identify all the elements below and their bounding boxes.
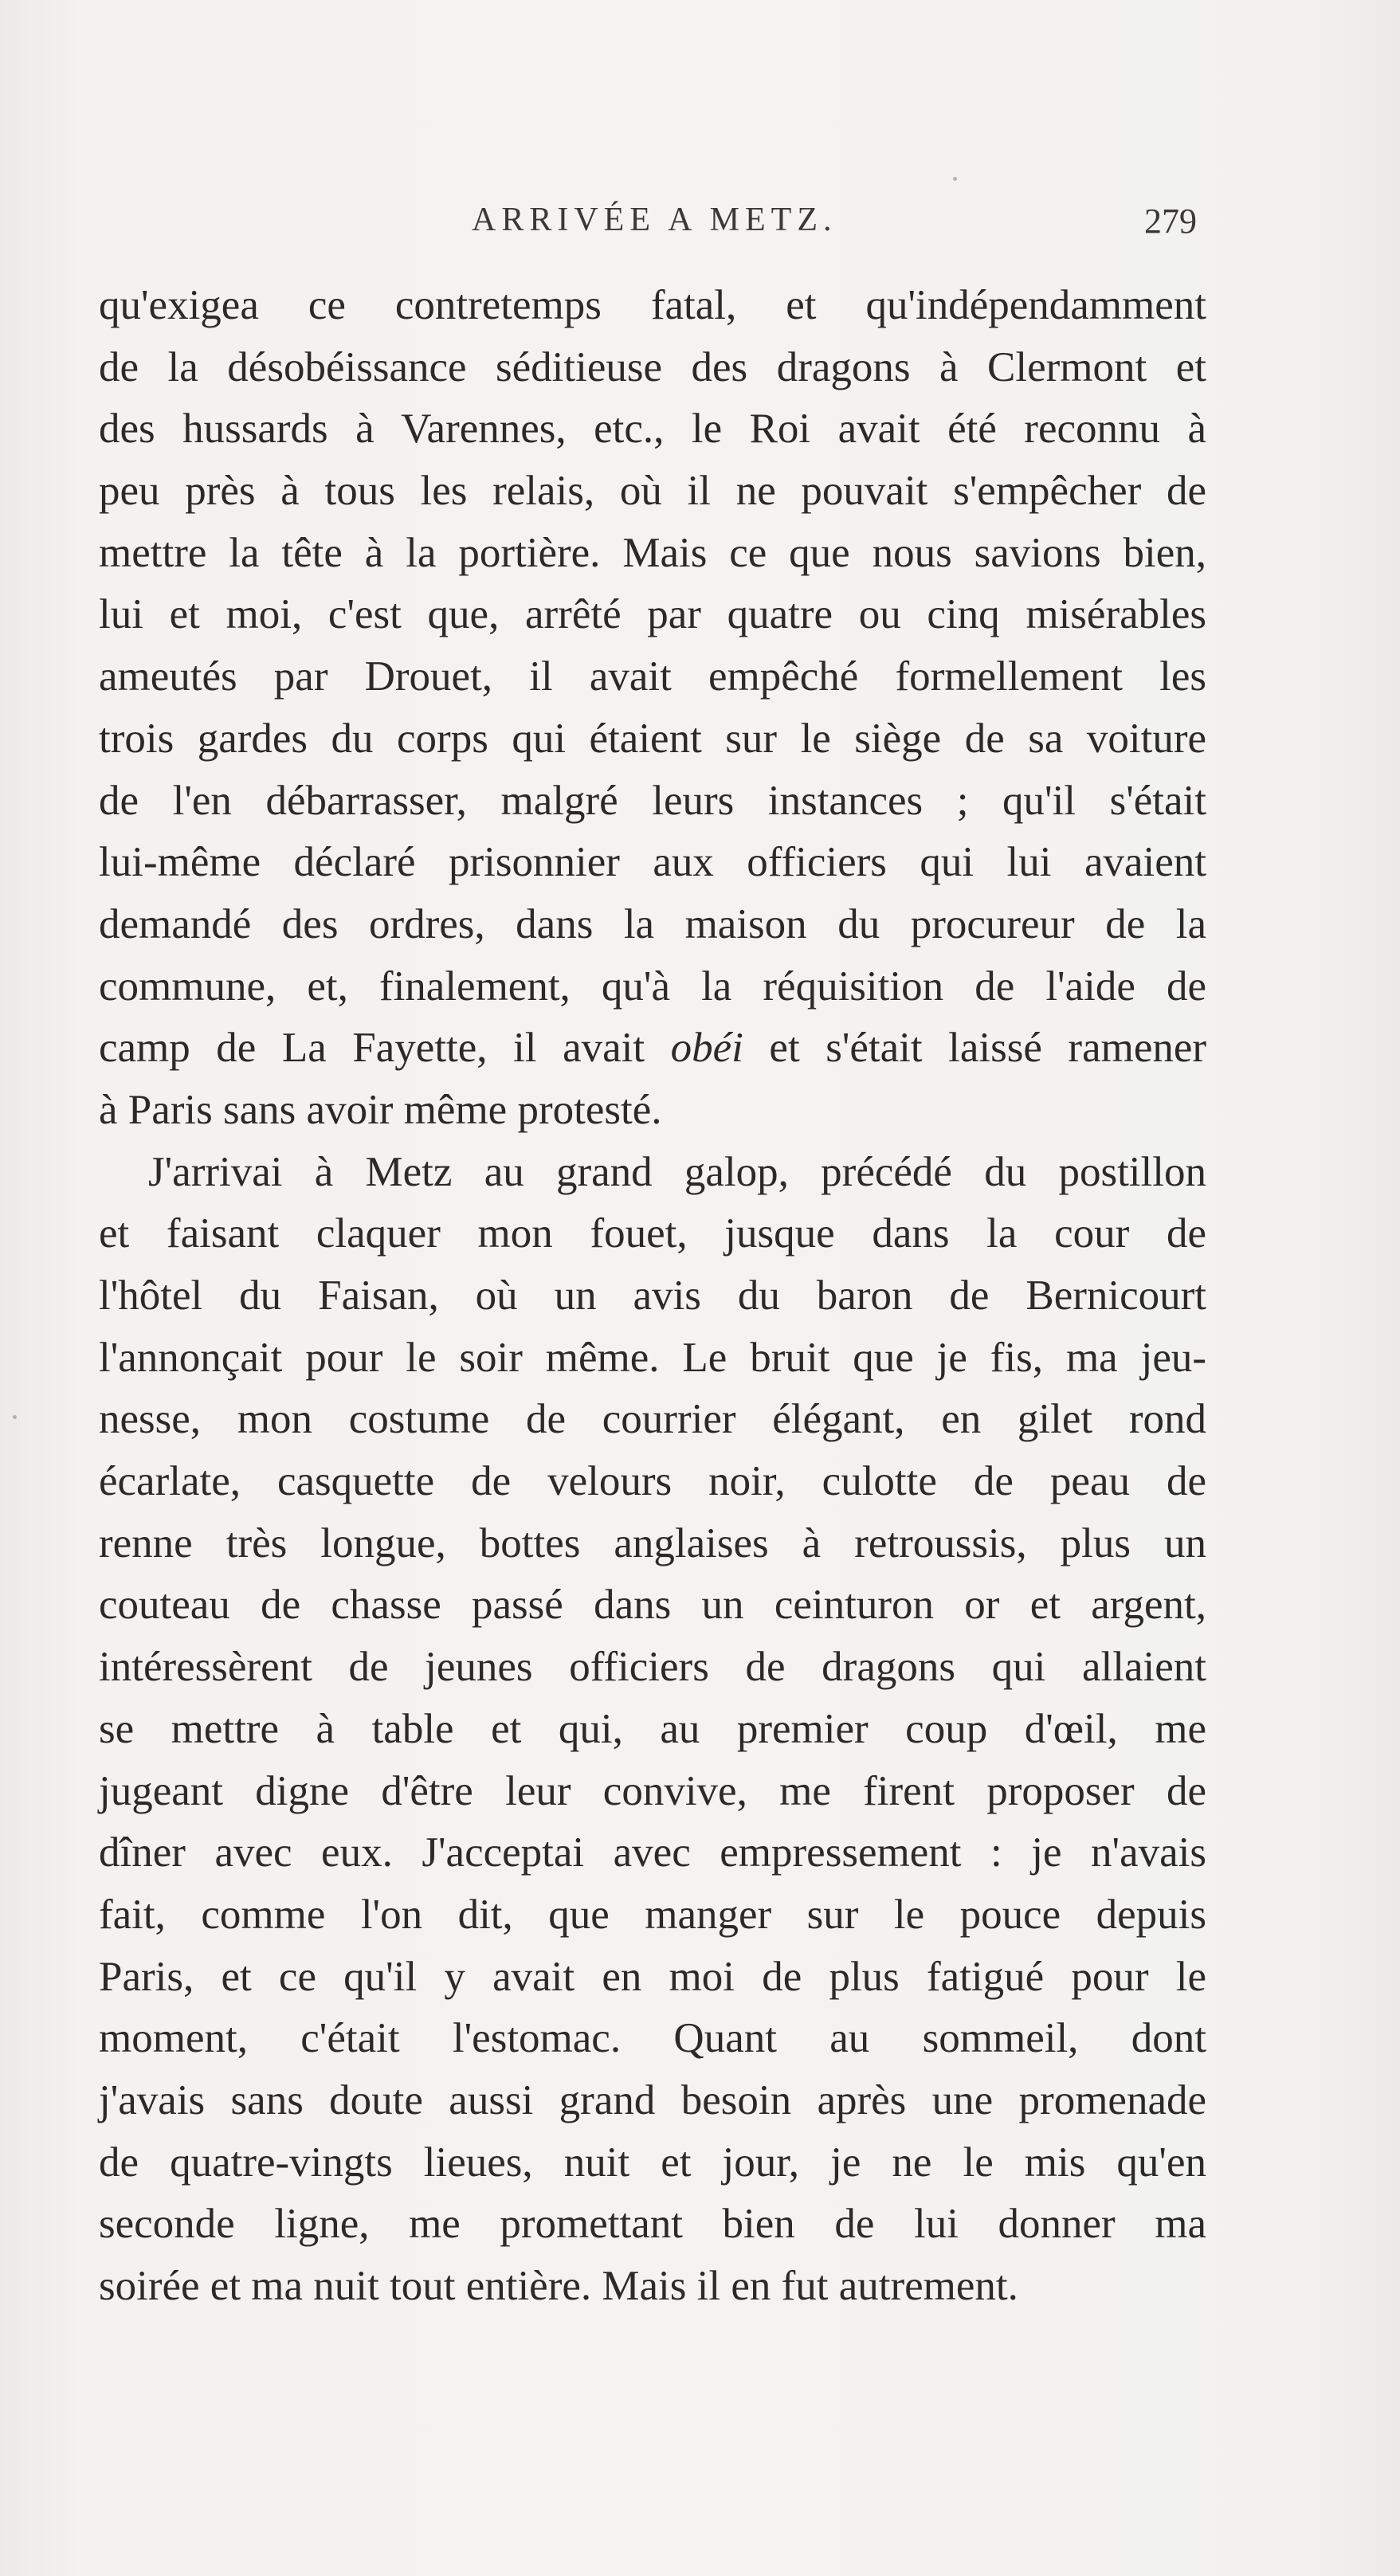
- text-line: renne très longue, bottes anglaises à retroussis, plus un: [99, 1519, 1206, 1566]
- text-line: moment, c'était l'estomac. Quant au sommeil, dont: [99, 2015, 1206, 2062]
- text-line: demandé des ordres, dans la maison du procureur de la: [99, 900, 1206, 947]
- text-line: l'hôtel du Faisan, où un avis du baron de Bernicourt: [99, 1272, 1206, 1319]
- text-line: jugeant digne d'être leur convive, me firent proposer de: [99, 1767, 1206, 1814]
- text-line: seconde ligne, me promettant bien de lui donner ma: [99, 2201, 1206, 2248]
- text-line: de quatre-vingts lieues, nuit et jour, je ne le mis qu'en: [99, 2139, 1206, 2186]
- text-line: ameutés par Drouet, il avait empêché formellement les: [99, 653, 1206, 700]
- text-line: lui-même déclaré prisonnier aux officiers qui lui avaient: [99, 839, 1206, 886]
- text-line: de l'en débarrasser, malgré leurs instances ; qu'il s'était: [99, 777, 1206, 824]
- text-line: j'avais sans doute aussi grand besoin après une promenade: [99, 2076, 1206, 2123]
- text-line: fait, comme l'on dit, que manger sur le pouce depuis: [99, 1891, 1206, 1938]
- text-line: se mettre à table et qui, au premier coup d'œil, me: [99, 1705, 1206, 1752]
- text-line: lui et moi, c'est que, arrêté par quatre ou cinq misérables: [99, 591, 1206, 638]
- text-line: intéressèrent de jeunes officiers de dragons qui allaient: [99, 1644, 1206, 1691]
- text-line: des hussards à Varennes, etc., le Roi avait été reconnu à: [99, 406, 1206, 453]
- text-line: Paris, et ce qu'il y avait en moi de plus fatigué pour le: [99, 1953, 1206, 2000]
- text-line: nesse, mon costume de courrier élégant, en gilet rond: [99, 1396, 1206, 1443]
- paper-speck: [13, 1415, 17, 1419]
- italic-word: obéi: [670, 1025, 743, 1072]
- body-text: [99, 275, 1206, 2318]
- page-number: 279: [1144, 202, 1197, 241]
- text-line: commune, et, finalement, qu'à la réquisition de l'aide de: [99, 963, 1206, 1010]
- text-line: couteau de chasse passé dans un ceinturon or et argent,: [99, 1582, 1206, 1629]
- text-line: et faisant claquer mon fouet, jusque dans la cour de: [99, 1210, 1206, 1257]
- text-segment: camp de La Fayette, il avait: [99, 1025, 645, 1072]
- text-line: J'arrivai à Metz au grand galop, précédé du postillon: [148, 1148, 1206, 1195]
- text-line: peu près à tous les relais, où il ne pouvait s'empêcher de: [99, 468, 1206, 515]
- text-line: mettre la tête à la portière. Mais ce que nous savions bien,: [99, 529, 1206, 576]
- text-line: de la désobéissance séditieuse des dragons à Clermont et: [99, 343, 1206, 390]
- text-line: qu'exigea ce contretemps fatal, et qu'indépendamment: [99, 282, 1206, 328]
- text-line-mixed: [99, 1017, 1206, 1080]
- text-line: soirée et ma nuit tout entière. Mais il en fut autrement.: [99, 2263, 1018, 2309]
- paper-speck: [953, 177, 957, 181]
- text-segment: et s'était laissé ramener: [769, 1025, 1207, 1072]
- text-line: l'annonçait pour le soir même. Le bruit que je fis, ma jeu-: [99, 1334, 1206, 1381]
- running-head: [0, 201, 1400, 249]
- text-line: écarlate, casquette de velours noir, culotte de peau de: [99, 1458, 1206, 1505]
- text-line: dîner avec eux. J'acceptai avec empressement : je n'avais: [99, 1829, 1206, 1876]
- text-line: à Paris sans avoir même protesté.: [99, 1086, 662, 1133]
- text-line: trois gardes du corps qui étaient sur le siège de sa voiture: [99, 715, 1206, 762]
- running-title: ARRIVÉE A METZ.: [472, 202, 837, 238]
